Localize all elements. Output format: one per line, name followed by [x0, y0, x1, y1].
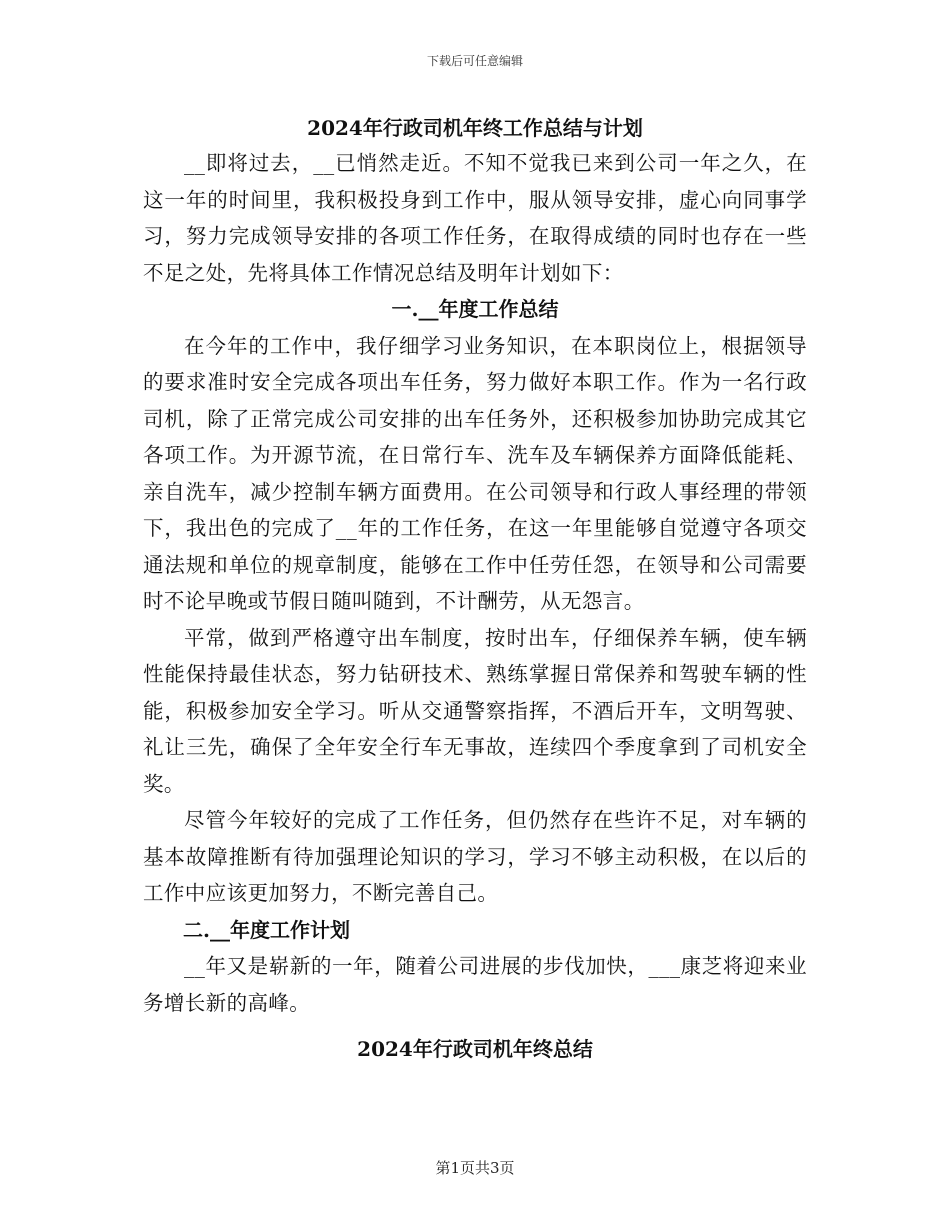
- intro-paragraph: __即将过去，__已悄然走近。不知不觉我已来到公司一年之久，在这一年的时间里，我积极投身到工作中，服从领导安排，虚心向同事学习，努力完成领导安排的各项工作任务，在取得成绩的同时也存在一些不足之处，先将具体工作情况总结及明年计划如下：: [143, 151, 807, 285]
- document-title: 2024年行政司机年终工作总结与计划: [307, 116, 643, 140]
- section2-heading: 二.__年度工作计划: [183, 917, 350, 942]
- section1-paragraph-3: 尽管今年较好的完成了工作任务，但仍然存在些许不足，对车辆的基本故障推断有待加强理论知识的学习，学习不够主动积极，在以后的工作中应该更加努力，不断完善自己。: [143, 808, 807, 905]
- section2-paragraph-1: __年又是崭新的一年，随着公司进展的步伐加快，___康芝将迎来业务增长新的高峰。: [143, 954, 807, 1015]
- document-subtitle: 2024年行政司机年终总结: [357, 1037, 593, 1061]
- section1-paragraph-1: 在今年的工作中，我仔细学习业务知识，在本职岗位上，根据领导的要求准时安全完成各项出车任务，努力做好本职工作。作为一名行政司机，除了正常完成公司安排的出车任务外，还积极参加协助完成其它各项工作。为开源节流，在日常行车、洗车及车辆保养方面降低能耗、亲自洗车，减少控制车辆方面费用。在公司领导和行政人事经理的带领下，我出色的完成了__年的工作任务，在这一年里能够自觉遵守各项交通法规和单位的规章制度，能够在工作中任劳任怨，在领导和公司需要时不论早晚或节假日随叫随到，不计酬劳，从无怨言。: [143, 333, 807, 613]
- section1-heading: 一.__年度工作总结: [391, 297, 559, 321]
- header-note: 下载后可任意编辑: [426, 54, 523, 68]
- section1-paragraph-2: 平常，做到严格遵守出车制度，按时出车，仔细保养车辆，使车辆性能保持最佳状态，努力钻研技术、熟练掌握日常保养和驾驶车辆的性能，积极参加安全学习。听从交通警察指挥，不酒后开车，文明驾驶、礼让三先，确保了全年安全行车无事故，连续四个季度拿到了司机安全奖。: [143, 625, 807, 796]
- document-body: [143, 112, 807, 1067]
- page-footer: 第1页共3页: [435, 1159, 515, 1177]
